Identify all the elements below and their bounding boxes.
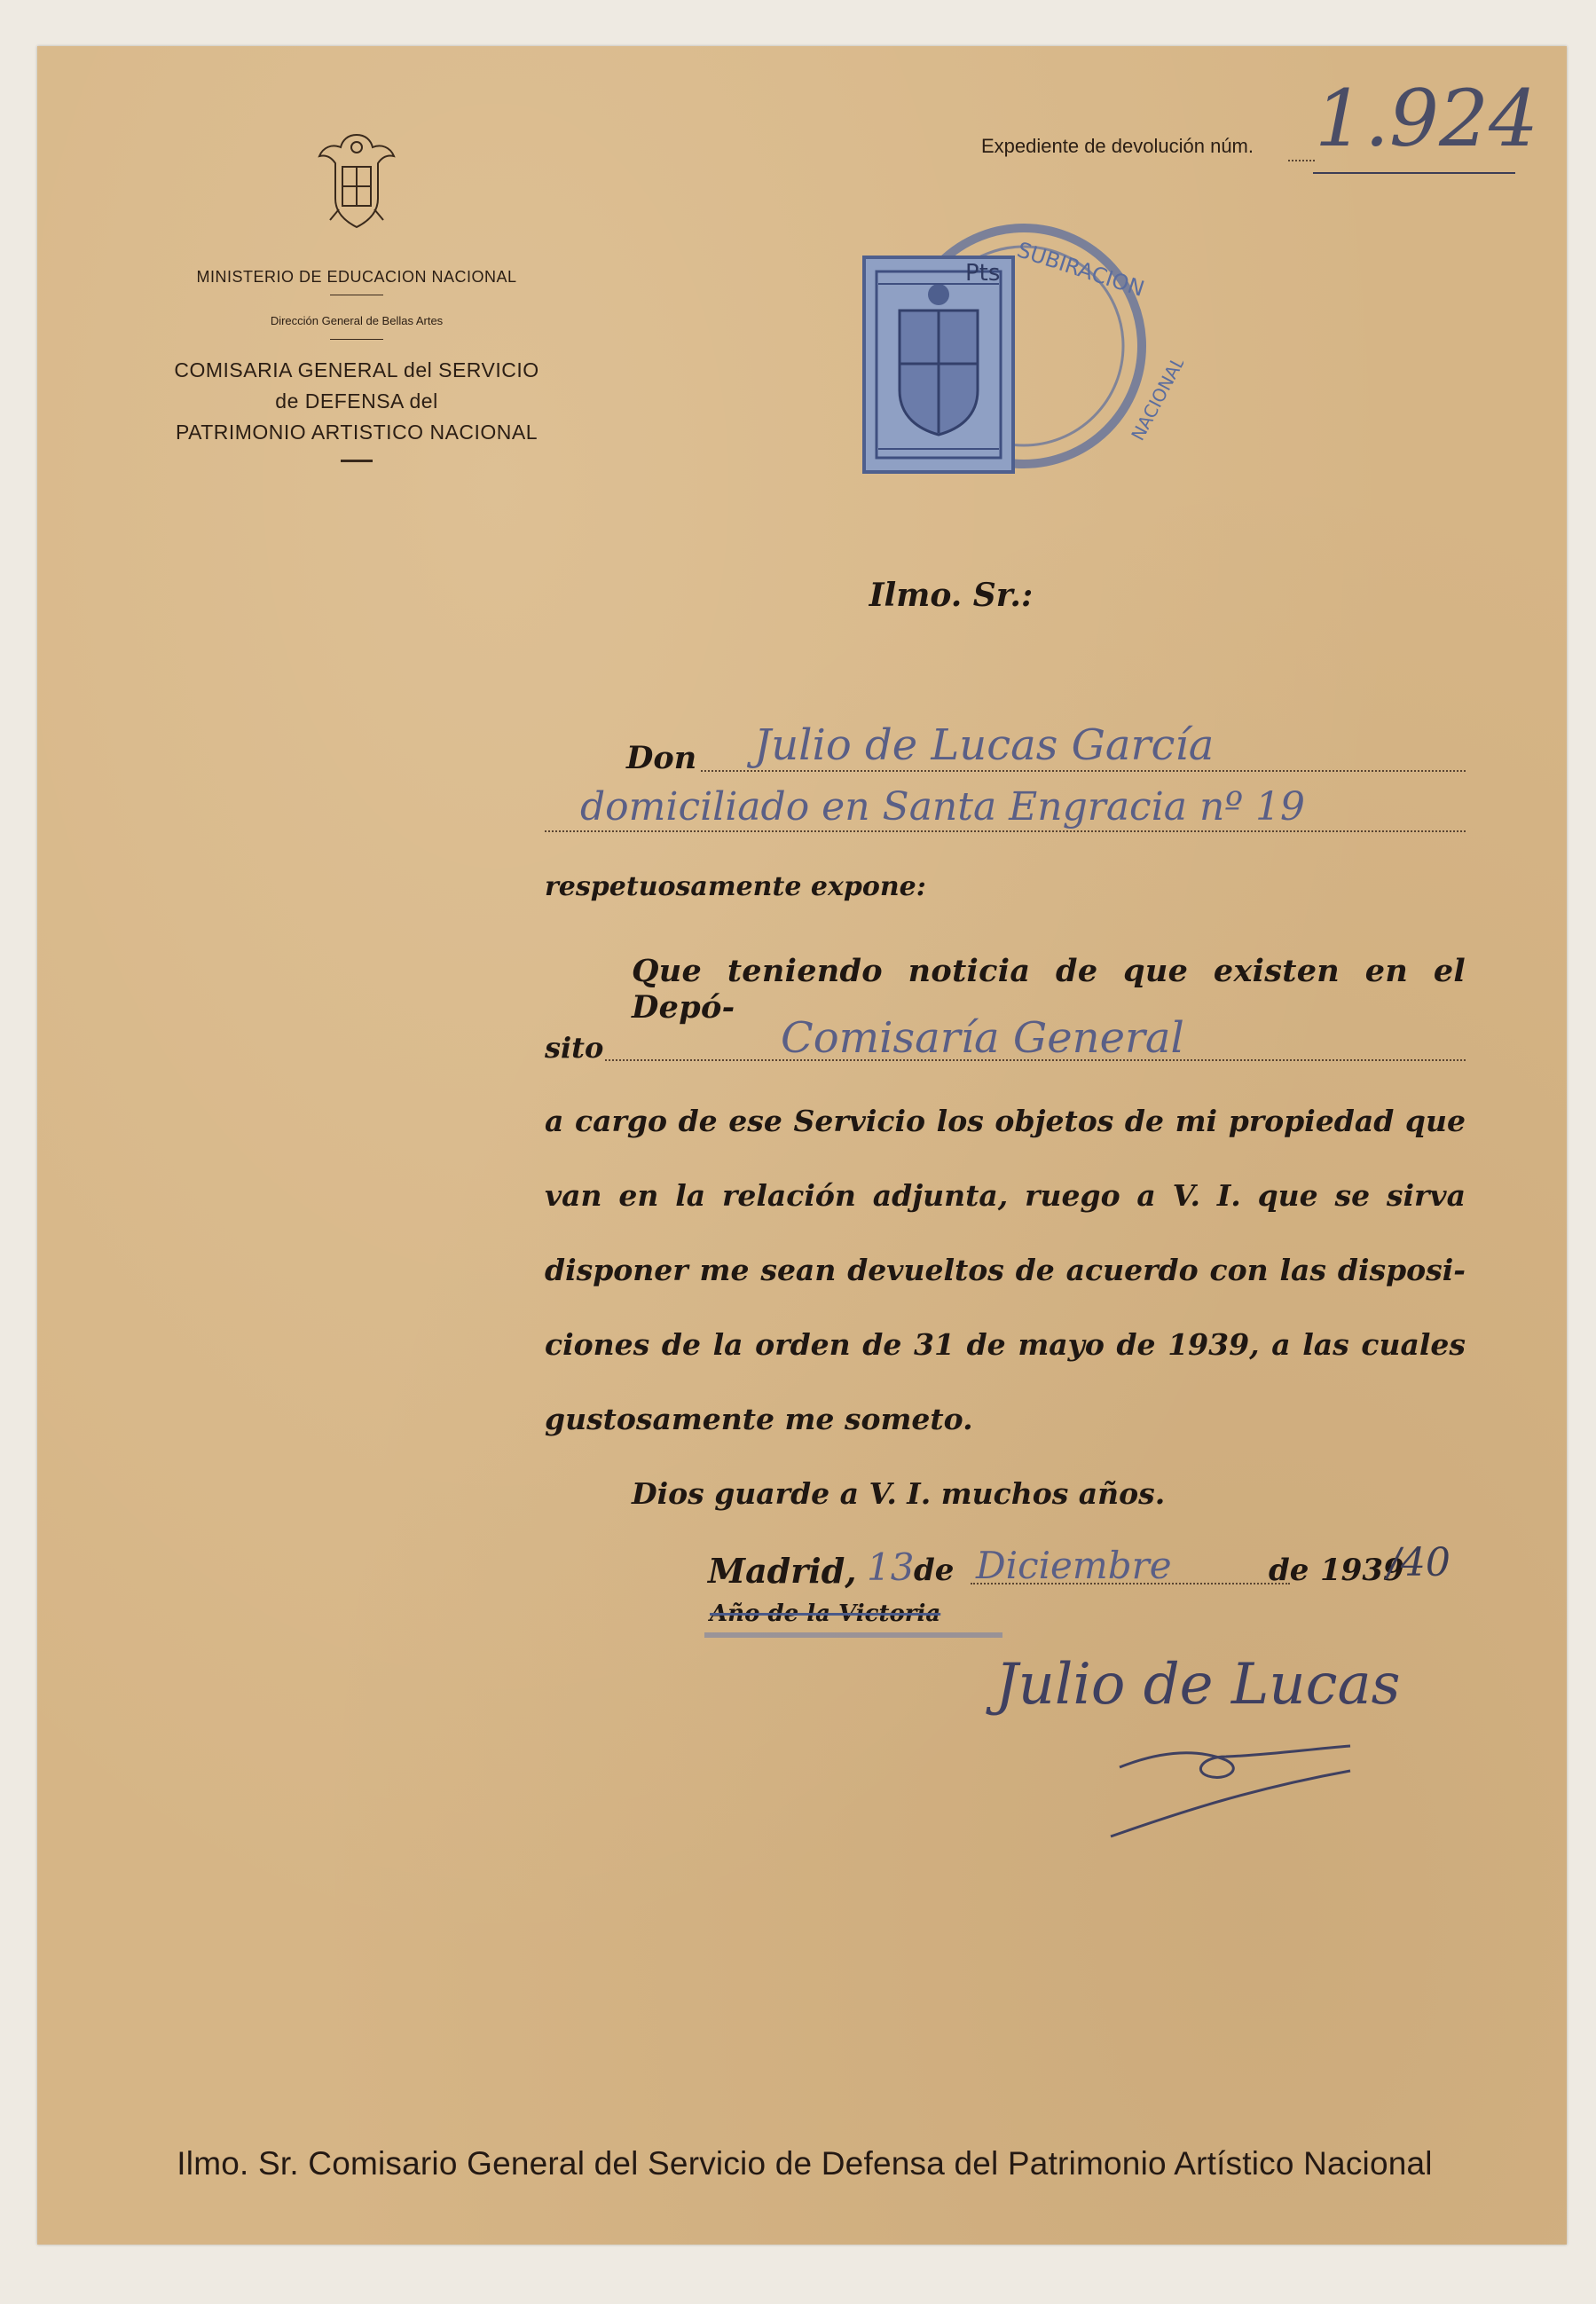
date-de-2: de	[1269, 1553, 1309, 1588]
paragraph-line-2: a cargo de ese Servicio los objetos de mi propiedad que	[545, 1104, 1466, 1138]
date-month: Diciembre	[976, 1544, 1172, 1587]
file-number-handwritten: 1.924	[1315, 73, 1538, 164]
date-de-1: de	[914, 1553, 955, 1588]
address-line	[545, 830, 1466, 832]
coat-of-arms-icon	[312, 128, 401, 234]
addressee-footer: Ilmo. Sr. Comisario General del Servicio de Defensa del Patrimonio Artístico Nacional	[177, 2145, 1433, 2182]
deposit-name: Comisaría General	[781, 1013, 1184, 1063]
signature: Julio de Lucas	[995, 1652, 1401, 1718]
paragraph-line-6: gustosamente me someto.	[545, 1402, 973, 1436]
don-label: Don	[626, 740, 697, 776]
paragraph-line-5: ciones de la orden de 31 de mayo de 1939, a las cuales	[545, 1327, 1466, 1362]
direction-name: Dirección General de Bellas Artes	[270, 314, 444, 327]
salutation: Ilmo. Sr.:	[869, 577, 1034, 614]
commissariat-line-3: PATRIMONIO ARTISTICO NACIONAL	[175, 421, 539, 444]
name-line	[701, 770, 1466, 772]
applicant-name: Julio de Lucas García	[754, 720, 1215, 770]
file-number-label: Expediente de devolución núm.	[981, 135, 1254, 157]
closing-formula: Dios guarde a V. I. muchos años.	[632, 1476, 1166, 1511]
svg-text:SUBIRACION: SUBIRACION	[1014, 237, 1148, 302]
paragraph-line-1: Que teniendo noticia de que existen en el Depó-	[632, 953, 1466, 1026]
expone-text: respetuosamente expone:	[545, 871, 926, 902]
paragraph-line-3: van en la relación adjunta, ruego a V. I. que se sirva	[545, 1178, 1466, 1213]
svg-text:NACIONAL: NACIONAL	[1127, 352, 1183, 444]
commissariat-line-1: COMISARIA GENERAL del SERVICIO	[174, 358, 539, 381]
document-paper	[37, 46, 1567, 2245]
date-day: 13	[867, 1545, 915, 1589]
stamp-denomination: Pts	[965, 260, 1001, 287]
signature-flourish	[1093, 1714, 1377, 1847]
revenue-stamp	[846, 222, 1183, 559]
commissariat-line-2: de DEFENSA del	[275, 389, 438, 413]
date-year-handwritten: /40	[1388, 1540, 1451, 1585]
applicant-address: domiciliado en Santa Engracia nº 19	[580, 784, 1305, 830]
ministry-name: MINISTERIO DE EDUCACION NACIONAL	[196, 268, 517, 286]
paragraph-line-4: disponer me sean devueltos de acuerdo con las disposi-	[545, 1253, 1466, 1287]
date-year-printed: 1939	[1320, 1553, 1404, 1588]
date-city: Madrid,	[708, 1551, 857, 1591]
sito-label: sito	[545, 1031, 604, 1065]
victory-year-strikethrough: Año de la Victoria	[710, 1600, 941, 1627]
